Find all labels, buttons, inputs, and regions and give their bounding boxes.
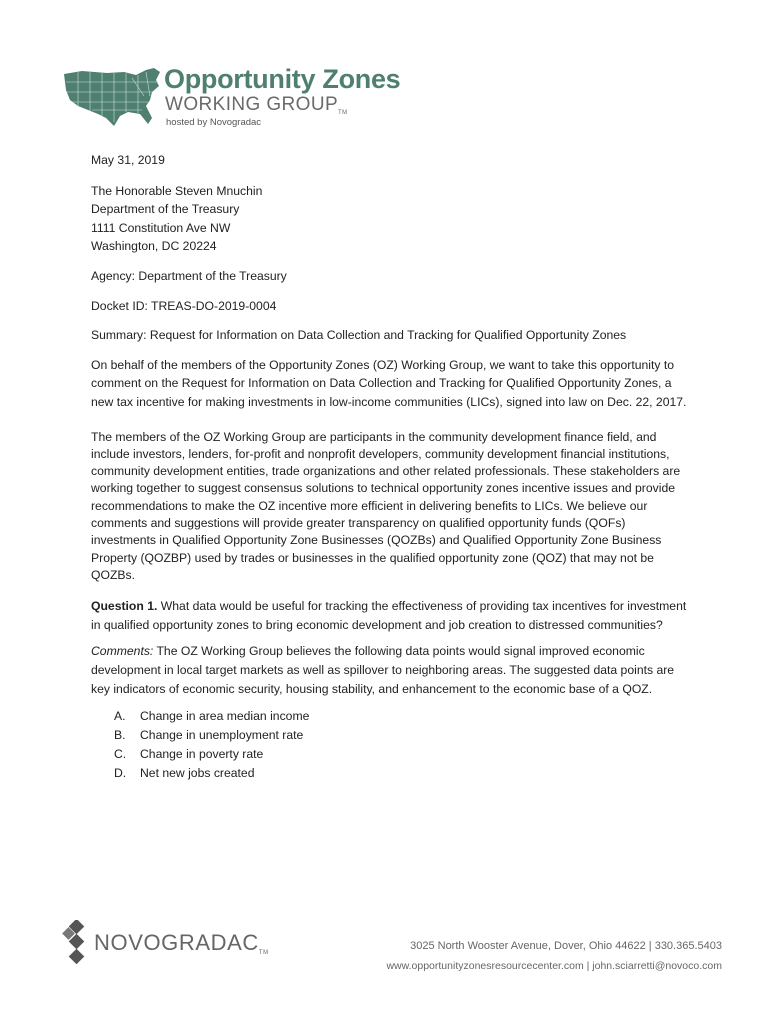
data-points-list	[91, 707, 691, 783]
list-text: Change in area median income	[140, 709, 310, 724]
us-map-icon	[62, 66, 162, 128]
address-line: 1111 Constitution Ave NW	[91, 220, 231, 235]
list-letter: C.	[114, 747, 127, 762]
list-text: Net new jobs created	[140, 766, 255, 781]
list-item	[91, 764, 691, 783]
logo-hosted-by: hosted by Novogradac	[166, 117, 262, 128]
letter-body	[91, 151, 691, 783]
recipient-address	[91, 182, 691, 256]
logo-trademark: TM	[338, 110, 348, 116]
footer-address: 3025 North Wooster Avenue, Dover, Ohio 44622 | 330.365.5403	[410, 940, 722, 952]
footer-company: NOVOGRADACTM	[94, 930, 269, 956]
footer-trademark: TM	[258, 950, 269, 956]
comments	[91, 642, 691, 698]
list-text: Change in poverty rate	[140, 747, 264, 762]
logo-title: Opportunity Zones	[164, 64, 401, 94]
docket-line: Docket ID: TREAS-DO-2019-0004	[91, 298, 277, 313]
list-letter: B.	[114, 728, 126, 743]
summary-line: Summary: Request for Information on Data Collection and Tracking for Qualified Opportunity Zones	[91, 328, 627, 343]
list-letter: D.	[114, 766, 127, 781]
footer	[62, 920, 730, 980]
comments-label: Comments:	[91, 644, 154, 659]
agency-line: Agency: Department of the Treasury	[91, 268, 287, 283]
novogradac-diamond-icon	[62, 920, 92, 964]
comments-text: The OZ Working Group believes the following data points would signal improved economic development in local target markets as well as spillover to neighboring areas. The suggested data points are key indicators of economic security, housing stability, and enhancement to the economic base of a QOZ.	[91, 644, 675, 696]
address-line: Washington, DC 20224	[91, 239, 217, 254]
question-text: What data would be useful for tracking the effectiveness of providing tax incentives for investment in qualified opportunity zones to bring economic development and job creation to distressed communities?	[91, 599, 687, 632]
footer-web: www.opportunityzonesresourcecenter.com | john.sciarretti@novoco.com	[386, 960, 722, 972]
list-letter: A.	[114, 709, 126, 724]
list-item	[91, 745, 691, 764]
list-item	[91, 726, 691, 745]
header-logo	[62, 66, 402, 130]
paragraph-intro: On behalf of the members of the Opportunity Zones (OZ) Working Group, we want to take this opportunity to comment on the Request for Information on Data Collection and Tracking for Qualified Opportunity Zones, a new tax incentive for making investments in low-income communities (LICs), signed into law on Dec. 22, 2017.	[91, 357, 687, 409]
list-item	[91, 707, 691, 726]
logo-subtitle: WORKING GROUPTM	[165, 94, 348, 116]
paragraph-members: The members of the OZ Working Group are participants in the community development finance field, and include investors, lenders, for-profit and nonprofit developers, community development financial institutions, community development entities, trade organizations and other related professionals. These stakeholders are working together to suggest consensus solutions to technical opportunity zones incentive issues and provide recommendations to make the OZ incentive more efficient in delivering benefits to LICs. We believe our comments and suggestions will provide greater transparency on qualified opportunity funds (QOFs) investments in Qualified Opportunity Zone Businesses (QOZBs) and Qualified Opportunity Zone Business Property (QOZBP) used by trades or businesses in the qualified opportunity zone (QOZ) that may not be QOZBs.	[91, 429, 681, 582]
address-line: The Honorable Steven Mnuchin	[91, 183, 263, 198]
address-line: Department of the Treasury	[91, 202, 240, 217]
list-text: Change in unemployment rate	[140, 728, 304, 743]
question-1	[91, 597, 691, 634]
letter-date: May 31, 2019	[91, 153, 165, 167]
question-label: Question 1.	[91, 599, 158, 614]
